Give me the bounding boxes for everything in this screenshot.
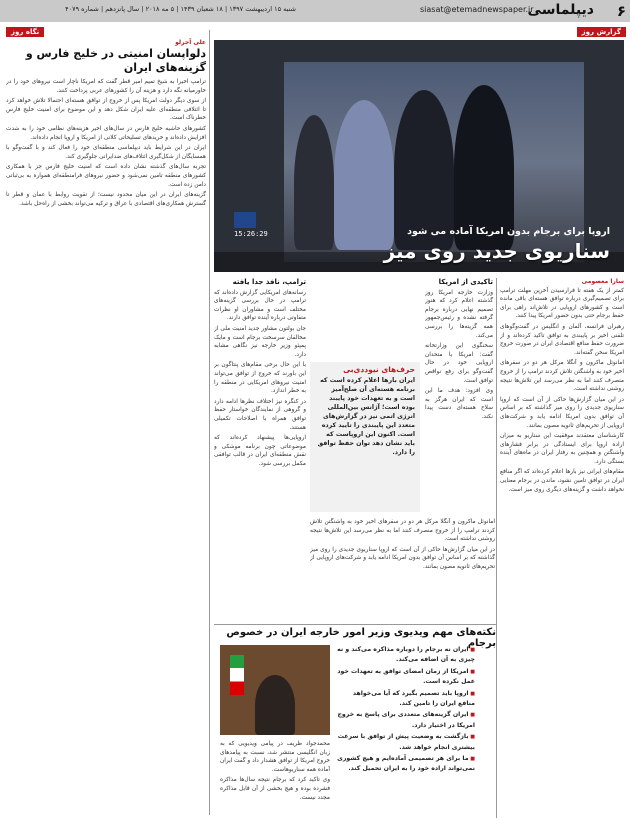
middle-column-body bbox=[214, 278, 306, 623]
bullet-item: ■ ما برای هر تصمیمی آماده‌ایم و هیچ کشوری نمی‌تواند اراده خود را به ایران تحمیل کند. bbox=[335, 754, 475, 774]
foreign-minister-photo bbox=[220, 645, 330, 735]
eu-flag-icon bbox=[234, 212, 256, 228]
paragraph: وی افزود: هدف ما این است که ایران هرگز به سلاح هسته‌ای دست پیدا نکند. bbox=[425, 388, 493, 420]
bullet-item: ■ بازگشت به وضعیت پیش از توافق با سرعت بیشتری انجام خواهد شد. bbox=[335, 732, 475, 752]
paragraph: با این حال برخی مقام‌های پنتاگون بر این باورند که خروج از توافق می‌تواند امنیت نیروهای امریکایی در منطقه را به خطر اندازد. bbox=[214, 362, 306, 395]
paragraph: سخنگوی این وزارتخانه گفت: امریکا با متحدان اروپایی خود در حال گفت‌وگو برای رفع نواقص توافق است. bbox=[425, 343, 493, 384]
paragraph: کمتر از یک هفته تا فرارسیدن آخرین مهلت ترامپ برای تصمیم‌گیری درباره توافق هسته‌ای باقی مانده است و کشورهای اروپایی در تلاش‌اند راهی برای حفظ برجام حتی بدون حضور امریکا پیدا کنند. bbox=[500, 287, 624, 320]
paragraph: جان بولتون مشاور جدید امنیت ملی از مخالفان سرسخت برجام است و مایک پمپئو وزیر خارجه نیز نگاهی مشابه دارد. bbox=[214, 325, 306, 358]
left-article-byline: علی آجرلو bbox=[175, 39, 206, 46]
second-article-title: نکته‌های مهم ویدیوی وزیر امور خارجه ایران در خصوص برجام bbox=[226, 627, 496, 649]
paragraph: تجربه سال‌های گذشته نشان داده است که امنیت خلیج فارس جز با همکاری کشورهای منطقه تامین نمی‌شود و حضور نیروهای فرامنطقه‌ای همواره به بی‌ثباتی دامن زده است. bbox=[6, 164, 206, 188]
paragraph: کشورهای حاشیه خلیج فارس در سال‌های اخیر هزینه‌های نظامی خود را به شدت افزایش داده‌اند و خریدهای تسلیحاتی کلانی از امریکا و اروپا انجام داده‌اند. bbox=[6, 125, 206, 141]
bullet-item: ■ امریکا از زمان امضای توافق به تعهدات خود عمل نکرده است. bbox=[335, 667, 475, 687]
report-body bbox=[500, 278, 624, 818]
paragraph: وی تاکید کرد که برجام نتیجه سال‌ها مذاکره فشرده بوده و هیچ بخشی از آن قابل مذاکره مجدد نیست. bbox=[220, 777, 330, 801]
bullet-item: ■ ایران نه برجام را دوباره مذاکره می‌کند و نه چیزی به آن اضافه می‌کند. bbox=[335, 645, 475, 665]
section-divider bbox=[214, 624, 496, 625]
paragraph: ایران در این شرایط باید دیپلماسی منطقه‌ای خود را فعال کند و با گفت‌وگو با همسایگان از شکل‌گیری ائتلاف‌های ضدایرانی جلوگیری کند. bbox=[6, 145, 206, 160]
page-number: ۶ bbox=[616, 2, 626, 20]
paragraph: امانوئل ماکرون و آنگلا مرکل هر دو در سفرهای اخیر خود به واشنگتن تلاش کردند ترامپ را از خروج منصرف کنند اما به نظر می‌رسد این تلاش‌ها نتیجه روشنی نداشته است. bbox=[310, 519, 495, 543]
section-tag-view: نگاه روز bbox=[6, 27, 44, 37]
iran-flag-icon bbox=[230, 655, 244, 695]
paragraph: از سوی دیگر دولت امریکا پس از خروج از توافق هسته‌ای احتمالا تلاش خواهد کرد تا ائتلافی منطقه‌ای علیه ایران شکل دهد و این موضوع برای امنیت خلیج فارس خطرناک است. bbox=[6, 98, 206, 122]
paragraph: در این میان گزارش‌ها حاکی از آن است که اروپا سناریوی جدیدی را روی میز گذاشته که بر اساس آن توافق بدون امریکا ادامه یابد و شرکت‌های اروپایی از تحریم‌های ثانویه مصون بمانند. bbox=[500, 396, 624, 429]
bullet-item: ■ اروپا باید تصمیم بگیرد که آیا می‌خواهد منافع ایران را تامین کند. bbox=[335, 689, 475, 709]
paragraph: اروپایی‌ها پیشنهاد کرده‌اند که موضوعاتی چون برنامه موشکی و نقش منطقه‌ای ایران در قالب توافقی مکمل بررسی شود. bbox=[214, 435, 306, 467]
site-email-link[interactable]: siasat@etemadnewspaper.ir bbox=[420, 5, 534, 14]
person-figure bbox=[294, 115, 334, 250]
paragraph: امانوئل ماکرون و آنگلا مرکل هر دو در سفرهای اخیر خود به واشنگتن تلاش کردند ترامپ را از خروج منصرف کنند اما به نظر می‌رسد این تلاش‌ها نتیجه روشنی نداشته است. bbox=[500, 360, 624, 393]
main-photo bbox=[214, 40, 624, 272]
bullet-item: ■ ایران گزینه‌های متعددی برای پاسخ به خروج امریکا در اختیار دارد. bbox=[335, 710, 475, 730]
paragraph: گزینه‌های ایران در این میان محدود نیست؛ از تقویت روابط با عمان و قطر تا گسترش همکاری‌های اقتصادی با عراق و ترکیه می‌تواند بخشی از راه‌حل باشد. bbox=[6, 192, 206, 207]
main-headline: سناریوی جدید روی میز bbox=[383, 239, 610, 263]
photo-clock: 15:26:29 bbox=[234, 230, 268, 238]
section-title: دیپلماسی bbox=[527, 2, 594, 18]
paragraph: ترامپ اخیرا به شیخ تمیم امیر قطر گفت که امریکا ناچار است نیروهای خود را در خاورمیانه نگه دارد و هزینه آن را کشورهای عربی پرداخت کنند. bbox=[6, 79, 206, 94]
second-article-bullets bbox=[335, 645, 475, 815]
paragraph: کارشناسان معتقدند موفقیت این سناریو به میزان اراده اروپا برای ایستادگی در برابر فشارهای واشنگتن و همچنین به رفتار ایران در ماه‌های آینده بستگی دارد. bbox=[500, 433, 624, 465]
paragraph: رهبران فرانسه، آلمان و انگلیس در گفت‌وگوهای تلفنی اخیر بر پایبندی به توافق تاکید کرده‌اند و از ضرورت حفظ منافع اقتصادی ایران در صورت خروج امریکا سخن گفته‌اند. bbox=[500, 323, 624, 356]
left-article-title: دلواپسان امنیتی در خلیج فارس و گزینه‌های ایران bbox=[25, 47, 206, 74]
side-column-title: تاکیدی از امریکا bbox=[438, 278, 493, 286]
paragraph: در این میان گزارش‌ها حاکی از آن است که اروپا سناریوی جدیدی را روی میز گذاشته که بر اساس آن توافق بدون امریکا ادامه یابد و شرکت‌های اروپایی از تحریم‌های ثانویه مصون بمانند. bbox=[310, 546, 495, 570]
quote-text: ایران بارها اعلام کرده است که برنامه هسته‌ای آن صلح‌آمیز است و به تعهدات خود پایبند بوده است؛ آژانس بین‌المللی انرژی اتمی نیز در گزارش‌های متعدد این پایبندی را تایید کرده است. اکنون این اروپاست که باید نشان دهد توان حفظ توافق را دارد. bbox=[317, 377, 415, 456]
issue-info: شنبه ۱۵ اردیبهشت ۱۳۹۷ | ۱۸ شعبان ۱۴۳۹ | ۵ مه ۲۰۱۸ | سال پانزدهم | شماره ۴۰۷۹ bbox=[65, 5, 296, 13]
masthead bbox=[0, 0, 630, 22]
column-divider bbox=[496, 278, 497, 818]
left-article-body bbox=[6, 78, 206, 813]
paragraph: مقام‌های ایرانی نیز بارها اعلام کرده‌اند که اگر منافع ایران در توافق تامین نشود، ماندن در برجام معنایی نخواهد داشت و گزینه‌های دیگری روی میز است. bbox=[500, 469, 624, 493]
quote-box bbox=[310, 362, 420, 512]
column-divider bbox=[209, 30, 210, 815]
speaker-figure bbox=[255, 675, 295, 735]
paragraph: در کنگره نیز اختلاف نظرها ادامه دارد و گروهی از نمایندگان خواستار حفظ توافق همراه با اصلاحات تکمیلی هستند. bbox=[214, 398, 306, 431]
quote-title: حرف‌های نیوددی‌بی bbox=[343, 365, 415, 374]
paragraph: وزارت خارجه امریکا روز گذشته اعلام کرد که هنوز تصمیم نهایی درباره برجام گرفته نشده و رئیس‌جمهور همه گزینه‌ها را بررسی می‌کند. bbox=[425, 289, 493, 339]
report-byline: سارا معصومی bbox=[581, 278, 624, 285]
section-tag-report: گزارش روز bbox=[577, 27, 626, 37]
headline-kicker: اروپا برای برجام بدون امریکا آماده می شود bbox=[407, 226, 610, 237]
second-article-body bbox=[220, 740, 330, 816]
middle-column-title: ترامپ، نافذ جدا یافته bbox=[232, 278, 306, 286]
person-figure bbox=[334, 100, 394, 250]
paragraph: محمدجواد ظریف در پیامی ویدیویی که به زبان انگلیسی منتشر شد، نسبت به پیامدهای خروج امریکا از توافق هشدار داد و گفت ایران آماده همه سناریوهاست. bbox=[220, 741, 330, 773]
paragraph: رسانه‌های امریکایی گزارش داده‌اند که ترامپ در حال بررسی گزینه‌های مختلف است و مشاوران او نظرات متفاوتی درباره آینده توافق دارند. bbox=[214, 289, 306, 322]
center-lower-body bbox=[310, 518, 495, 623]
